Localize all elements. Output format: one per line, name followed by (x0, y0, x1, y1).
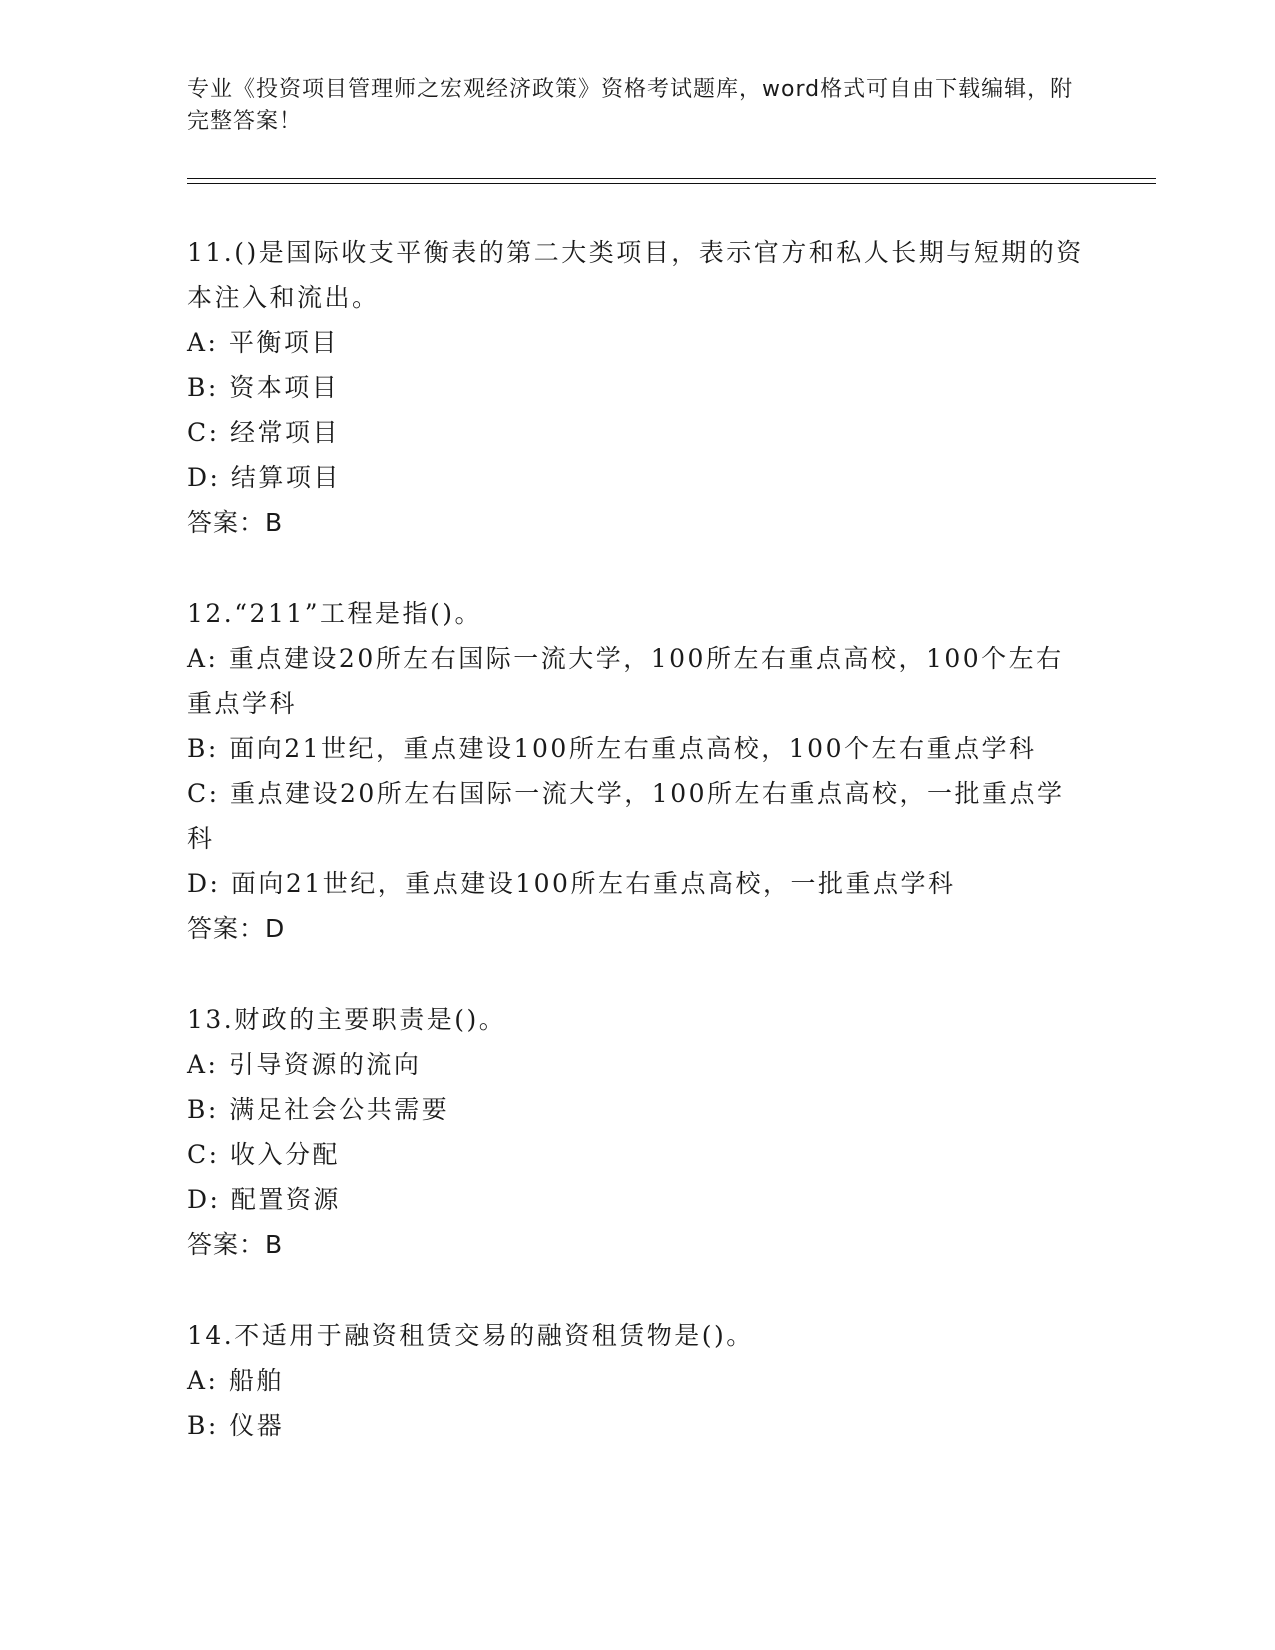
option-c: C: 收入分配 (187, 1140, 340, 1169)
question-text: 12.“211”工程是指()。 (187, 599, 483, 628)
option-d: D: 配置资源 (187, 1185, 341, 1214)
question-13 (187, 997, 1087, 1267)
option-b: B: 资本项目 (187, 373, 340, 402)
option-b: B: 仪器 (187, 1411, 285, 1440)
question-text: 13.财政的主要职责是()。 (187, 1005, 507, 1034)
option-d: D: 面向21世纪，重点建设100所左右重点高校，一批重点学科 (187, 869, 956, 898)
option-a: A: 引导资源的流向 (187, 1050, 422, 1079)
header-rule-top (187, 178, 1156, 179)
answer: 答案：B (187, 1230, 284, 1259)
document-header: 专业《投资项目管理师之宏观经济政策》资格考试题库，word格式可自由下载编辑，附完整答案！ (187, 77, 1074, 134)
option-b: B: 满足社会公共需要 (187, 1095, 450, 1124)
header-rule-bottom (187, 183, 1156, 184)
option-b: B: 面向21世纪，重点建设100所左右重点高校，100个左右重点学科 (187, 734, 1037, 763)
question-text: 14.不适用于融资租赁交易的融资租赁物是()。 (187, 1321, 754, 1350)
question-14 (187, 1313, 1087, 1448)
option-a: A: 重点建设20所左右国际一流大学，100所左右重点高校，100个左右重点学科 (187, 644, 1064, 718)
question-list (187, 230, 1087, 1494)
option-d: D: 结算项目 (187, 463, 341, 492)
option-c: C: 经常项目 (187, 418, 340, 447)
question-text: 11.()是国际收支平衡表的第二大类项目，表示官方和私人长期与短期的资本注入和流出。 (187, 238, 1084, 312)
question-12 (187, 591, 1087, 951)
answer: 答案：B (187, 508, 284, 537)
option-a: A: 平衡项目 (187, 328, 339, 357)
option-a: A: 船舶 (187, 1366, 284, 1395)
question-11 (187, 230, 1087, 545)
answer: 答案：D (187, 914, 286, 943)
option-c: C: 重点建设20所左右国际一流大学，100所左右重点高校，一批重点学科 (187, 779, 1065, 853)
